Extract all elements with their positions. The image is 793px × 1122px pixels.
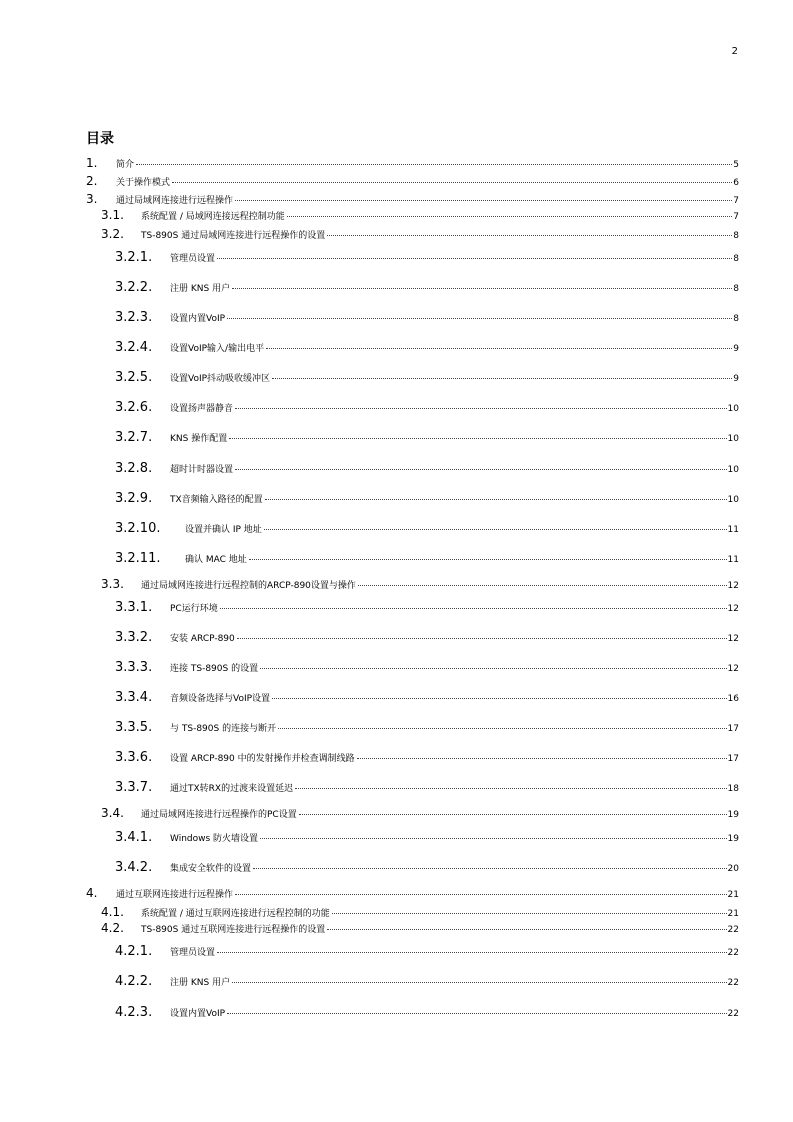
toc-entry-label: 通过互联网连接进行远程操作: [116, 890, 234, 900]
toc-entry[interactable]: [115, 310, 739, 325]
toc-leader: [249, 559, 727, 560]
toc-entry-label: TS-890S 通过互联网连接进行远程操作的设置: [141, 925, 326, 935]
toc-entry-number: 3.3.4.: [115, 690, 153, 705]
toc-entry-label: 通过局域网连接进行远程控制的ARCP-890设置与操作: [141, 581, 356, 591]
toc-entry-page: 10: [727, 404, 739, 414]
toc-entry-label: 设置扬声器静音: [170, 404, 234, 414]
toc-entry-number: 3.2.9.: [115, 491, 153, 506]
toc-entry-page: 11: [727, 555, 739, 565]
toc-entry-label: 通过局域网连接进行远程操作的PC设置: [141, 810, 297, 820]
toc-entry[interactable]: [101, 227, 739, 241]
toc-entry-number: 3.3.6.: [115, 750, 153, 765]
toc-entry-number: 3.1.: [101, 208, 124, 222]
toc-entry[interactable]: [115, 944, 739, 959]
toc-entry[interactable]: [101, 577, 739, 591]
toc-entry[interactable]: [86, 174, 739, 188]
toc-entry-page: 10: [727, 495, 739, 505]
toc-leader: [327, 929, 726, 930]
toc-leader: [235, 469, 727, 470]
toc-entry-number: 3.2.6.: [115, 400, 153, 415]
toc-entry-label: 设置内置VoIP: [170, 1009, 226, 1019]
toc-entry[interactable]: [115, 491, 739, 506]
toc-entry-label: 音频设备选择与VoIP设置: [170, 694, 271, 704]
toc-entry-number: 3.4.: [101, 806, 124, 820]
toc-entry-label: KNS 操作配置: [170, 434, 228, 444]
toc-entry-number: 3.3.3.: [115, 660, 153, 675]
toc-entry-page: 8: [733, 231, 739, 241]
toc-entry-page: 10: [727, 434, 739, 444]
toc-entry-label: 通过局域网连接进行远程操作: [116, 196, 234, 206]
toc-leader: [272, 698, 727, 699]
toc-entry-number: 3.2.7.: [115, 430, 153, 445]
toc-entry-label: 与 TS-890S 的连接与断开: [170, 724, 277, 734]
toc-entry[interactable]: [115, 830, 739, 845]
toc-entry-label: 连接 TS-890S 的设置: [170, 664, 259, 674]
toc-leader: [237, 638, 727, 639]
toc-entry-label: 设置VoIP输入/输出电平: [170, 344, 265, 354]
toc-entry-page: 11: [727, 525, 739, 535]
toc-entry-label: 设置VoIP抖动吸收缓冲区: [170, 374, 271, 384]
toc-entry-number: 3.2.8.: [115, 461, 153, 476]
toc-entry[interactable]: [86, 156, 739, 170]
toc-entry-page: 7: [733, 212, 739, 222]
toc-leader: [278, 728, 726, 729]
toc-leader: [272, 378, 732, 379]
toc-entry-label: 超时计时器设置: [170, 465, 234, 475]
toc-entry[interactable]: [115, 690, 739, 705]
toc-entry-page: 20: [727, 864, 739, 874]
toc-entry-label: 注册 KNS 用户: [170, 284, 231, 294]
toc-entry[interactable]: [115, 974, 739, 989]
toc-entry-number: 4.2.2.: [115, 974, 153, 989]
toc-entry[interactable]: [101, 806, 739, 820]
toc-entry-number: 3.3.1.: [115, 600, 153, 615]
toc-entry-page: 21: [727, 890, 739, 900]
toc-entry-number: 3.2.11.: [115, 551, 161, 566]
toc-entry[interactable]: [86, 192, 739, 206]
toc-leader: [260, 668, 726, 669]
toc-entry-page: 7: [733, 196, 739, 206]
toc-leader: [332, 913, 727, 914]
toc-entry-number: 3.3.5.: [115, 720, 153, 735]
toc-leader: [172, 182, 732, 183]
toc-entry-number: 4.2.: [101, 921, 124, 935]
toc-leader: [266, 348, 732, 349]
toc-leader: [265, 499, 727, 500]
toc-entry[interactable]: [115, 660, 739, 675]
toc-leader: [220, 608, 727, 609]
toc-leader: [287, 216, 733, 217]
toc-entry-number: 4.2.1.: [115, 944, 153, 959]
toc-entry[interactable]: [115, 521, 739, 536]
toc-entry-page: 18: [727, 784, 739, 794]
toc-leader: [229, 438, 726, 439]
toc-entry-number: 3.3.2.: [115, 630, 153, 645]
toc-leader: [232, 288, 732, 289]
toc-leader: [358, 585, 727, 586]
toc-entry-label: 设置内置VoIP: [170, 314, 226, 324]
toc-entry[interactable]: [115, 280, 739, 295]
toc-leader: [227, 318, 732, 319]
toc-entry[interactable]: [115, 430, 739, 445]
toc-entry-label: 集成安全软件的设置: [170, 864, 252, 874]
toc-entry-number: 3.3.: [101, 577, 124, 591]
toc-entry[interactable]: [115, 340, 739, 355]
toc-entry-number: 3.2.10.: [115, 521, 161, 536]
toc-entry-label: 设置 ARCP-890 中的发射操作并检查调制线路: [170, 754, 355, 764]
toc-entry[interactable]: [115, 600, 739, 615]
toc-entry-label: PC运行环境: [170, 604, 218, 614]
toc-entry-label: 安装 ARCP-890: [170, 634, 235, 644]
toc-entry-page: 17: [727, 754, 739, 764]
toc-entry[interactable]: [115, 551, 739, 566]
toc-leader: [260, 838, 727, 839]
toc-leader: [299, 814, 727, 815]
toc-entry-label: 关于操作模式: [116, 178, 171, 188]
toc-entry[interactable]: [115, 630, 739, 645]
toc-entry[interactable]: [115, 250, 739, 265]
toc-entry-page: 8: [733, 254, 739, 264]
toc-entry-number: 3.4.2.: [115, 860, 153, 875]
toc-entry-number: 3.3.7.: [115, 780, 153, 795]
toc-entry-number: 3.2.4.: [115, 340, 153, 355]
toc-leader: [136, 164, 732, 165]
toc-entry-number: 3.2.2.: [115, 280, 153, 295]
toc-entry-label: 简介: [116, 160, 135, 170]
toc-entry-label: TX音频输入路径的配置: [170, 495, 263, 505]
toc-entry-page: 21: [727, 909, 739, 919]
toc-entry-number: 3.2.5.: [115, 370, 153, 385]
toc-entry[interactable]: [115, 860, 739, 875]
toc-entry[interactable]: [115, 461, 739, 476]
toc-entry-number: 3.2.: [101, 227, 124, 241]
toc-entry-page: 19: [727, 810, 739, 820]
toc-entry-page: 9: [733, 344, 739, 354]
toc-entry[interactable]: [115, 750, 739, 765]
toc-leader: [235, 200, 732, 201]
toc-entry-number: 4.2.3.: [115, 1005, 153, 1020]
toc-leader: [327, 235, 732, 236]
toc-entry-page: 8: [733, 284, 739, 294]
toc-entry-number: 4.1.: [101, 905, 124, 919]
toc-entry-number: 4.: [86, 886, 98, 900]
toc-entry-label: 设置并确认 IP 地址: [185, 525, 262, 535]
toc-leader: [235, 408, 727, 409]
toc-entry-number: 1.: [86, 156, 98, 170]
toc-title: 目录: [86, 131, 114, 147]
toc-leader: [253, 868, 727, 869]
toc-entry-page: 5: [733, 160, 739, 170]
toc-entry-page: 22: [727, 925, 739, 935]
toc-entry[interactable]: [115, 370, 739, 385]
toc-entry-page: 22: [727, 948, 739, 958]
toc-entry-page: 22: [727, 978, 739, 988]
toc-entry-number: 3.2.3.: [115, 310, 153, 325]
toc-entry-page: 19: [727, 834, 739, 844]
toc-entry-label: 系统配置 / 通过互联网连接进行远程控制的功能: [141, 909, 330, 919]
toc-entry[interactable]: [101, 208, 739, 222]
toc-leader: [295, 788, 726, 789]
toc-entry-page: 8: [733, 314, 739, 324]
toc-entry-label: 注册 KNS 用户: [170, 978, 231, 988]
toc-entry-page: 12: [727, 604, 739, 614]
toc-entry[interactable]: [115, 780, 739, 795]
toc-leader: [232, 982, 726, 983]
toc-leader: [217, 258, 732, 259]
toc-entry-label: Windows 防火墙设置: [170, 834, 259, 844]
page-number: 2: [731, 46, 738, 57]
toc-entry-number: 3.2.1.: [115, 250, 153, 265]
toc-entry-page: 17: [727, 724, 739, 734]
toc-leader: [264, 529, 727, 530]
toc-entry-label: 系统配置 / 局域网连接远程控制功能: [141, 212, 285, 222]
toc-entry-number: 3.: [86, 192, 98, 206]
toc-entry[interactable]: [101, 921, 739, 935]
toc-entry[interactable]: [115, 720, 739, 735]
toc-entry-label: 管理员设置: [170, 254, 216, 264]
toc-entry-page: 12: [727, 634, 739, 644]
toc-leader: [235, 894, 727, 895]
toc-entry[interactable]: [115, 400, 739, 415]
toc-leader: [227, 1013, 727, 1014]
toc-entry-page: 12: [727, 664, 739, 674]
toc-entry[interactable]: [115, 1005, 739, 1020]
toc-entry-label: 管理员设置: [170, 948, 216, 958]
toc-entry-page: 9: [733, 374, 739, 384]
toc-entry[interactable]: [86, 886, 739, 900]
toc-entry-number: 3.4.1.: [115, 830, 153, 845]
toc-leader: [217, 952, 727, 953]
toc-entry-page: 12: [727, 581, 739, 591]
toc-entry-page: 22: [727, 1009, 739, 1019]
toc-entry-number: 2.: [86, 174, 98, 188]
toc-entry-label: 确认 MAC 地址: [185, 555, 247, 565]
toc-entry-page: 16: [727, 694, 739, 704]
toc-entry-label: TS-890S 通过局域网连接进行远程操作的设置: [141, 231, 326, 241]
toc-leader: [357, 758, 727, 759]
toc-entry-label: 通过TX转RX的过渡来设置延迟: [170, 784, 294, 794]
toc-entry-page: 6: [733, 178, 739, 188]
toc-entry[interactable]: [101, 905, 739, 919]
toc-entry-page: 10: [727, 465, 739, 475]
